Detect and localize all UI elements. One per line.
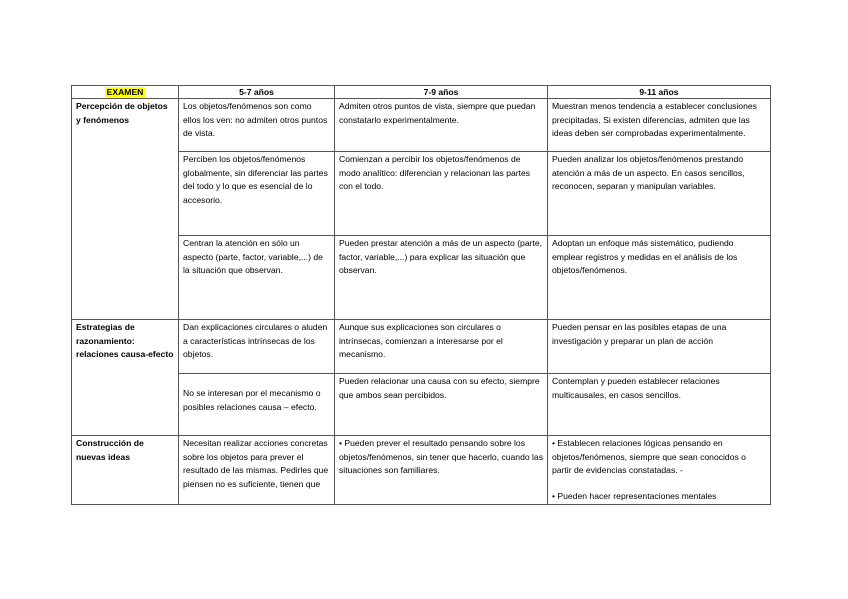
table-cell: Pueden pensar en las posibles etapas de una investigación y preparar un plan de acción: [548, 320, 771, 374]
table-cell: [179, 374, 335, 436]
examen-highlight: EXAMEN: [106, 87, 144, 97]
table-cell: Pueden relacionar una causa con su efecto, siempre que ambos sean percibidos.: [335, 374, 548, 436]
bullet-text: • Establecen relaciones lógicas pensando en objetos/fenómenos, siempre que sean conocidos o partir de evidencias constatadas. -: [552, 438, 746, 476]
table-cell: Comienzan a percibir los objetos/fenómenos de modo analítico: diferencian y relacionan las partes con el todo.: [335, 152, 548, 236]
header-age-9-11: 9-11 años: [548, 86, 771, 99]
table-cell: Pueden prestar atención a más de un aspecto (parte, factor, variable,...) para explicar las situación que observan.: [335, 236, 548, 320]
table-cell: Pueden analizar los objetos/fenómenos prestando atención a más de un aspecto. En casos sencillos, reconocen, separan y manipulan variables.: [548, 152, 771, 236]
section-percepcion: Percepción de objetos y fenómenos: [72, 99, 179, 320]
cell-text: Necesitan realizar acciones concretas sobre los objetos para prever el resultado de las mismas. Pedirles que piensen no es suficiente, tienen que: [183, 438, 329, 489]
table-cell: Admiten otros puntos de vista, siempre que puedan constatarlo experimentalmente.: [335, 99, 548, 152]
table-cell: Perciben los objetos/fenómenos globalmente, sin diferenciar las partes del todo y lo que es esencial de lo accesorio.: [179, 152, 335, 236]
header-row: [72, 86, 771, 99]
cell-text: No se interesan por el mecanismo o posibles relaciones causa – efecto.: [183, 388, 321, 412]
table-cell: Centran la atención en sólo un aspecto (parte, factor, variable,...) de la situación que observan.: [179, 236, 335, 320]
table-cell: • Pueden prever el resultado pensando sobre los objetos/fenómenos, sin tener que hacerlo, cuando las situaciones son familiares.: [335, 436, 548, 505]
table-row: [72, 320, 771, 374]
table-cell: Aunque sus explicaciones son circulares o intrínsecas, comienzan a interesarse por el mecanismo.: [335, 320, 548, 374]
header-age-7-9: 7-9 años: [335, 86, 548, 99]
table-cell: Dan explicaciones circulares o aluden a características intrínsecas de los objetos.: [179, 320, 335, 374]
table-cell: Los objetos/fenómenos son como ellos los ven: no admiten otros puntos de vista.: [179, 99, 335, 152]
header-age-5-7: 5-7 años: [179, 86, 335, 99]
header-examen: [72, 86, 179, 99]
table-cell: Muestran menos tendencia a establecer conclusiones precipitadas. Si existen diferencias, admiten que las ideas deben ser comprobadas experimentalmente.: [548, 99, 771, 152]
exam-table: [71, 85, 771, 505]
table-cell: Contemplan y pueden establecer relaciones multicausales, en casos sencillos.: [548, 374, 771, 436]
table-cell: [548, 436, 771, 505]
section-estrategias: Estrategias de razonamiento: relaciones causa-efecto: [72, 320, 179, 436]
bullet-text: • Pueden hacer representaciones mentales: [552, 490, 717, 501]
table-row: [72, 436, 771, 505]
cell-text-group: [552, 437, 766, 502]
section-construccion: Construcción de nuevas ideas: [72, 436, 179, 505]
table-cell: [179, 436, 335, 505]
table-row: [72, 99, 771, 152]
table-cell: Adoptan un enfoque más sistemático, pudiendo emplear registros y medidas en el análisis de los objetos/fenómenos.: [548, 236, 771, 320]
bullet-gap: [552, 478, 766, 490]
